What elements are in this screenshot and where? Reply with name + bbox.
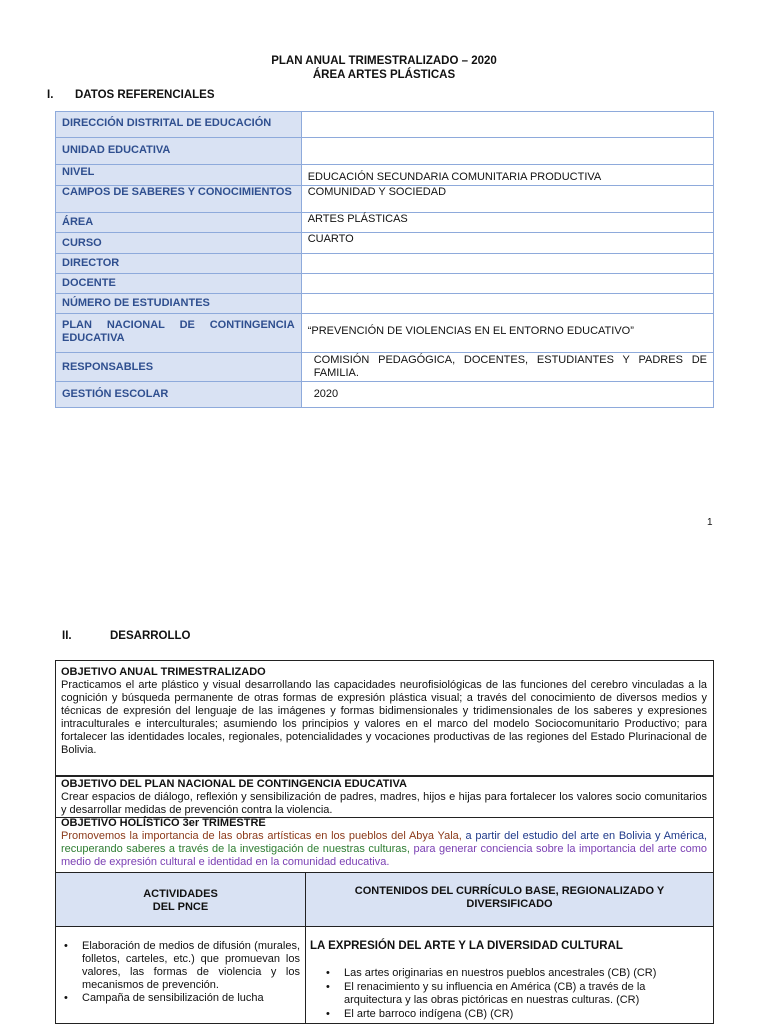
section-1-title: DATOS REFERENCIALES — [75, 89, 215, 101]
row-value: COMUNIDAD Y SOCIEDAD — [301, 186, 713, 213]
row-label: DIRECCIÓN DISTRITAL DE EDUCACIÓN — [56, 112, 302, 138]
table-row — [56, 382, 714, 408]
activities-header-line2: DEL PNCE — [152, 900, 209, 913]
row-value: COMISIÓN PEDAGÓGICA, DOCENTES, ESTUDIANTES Y PADRES DE FAMILIA. — [301, 353, 713, 382]
table-row — [56, 233, 714, 254]
holistic-objective-heading: OBJETIVO HOLÍSTICO 3er TRIMESTRE — [61, 817, 266, 829]
section-2-number: II. — [62, 630, 72, 642]
activities-header-row — [56, 872, 713, 927]
section-2-heading — [62, 630, 191, 642]
row-label: CAMPOS DE SABERES Y CONOCIMIENTOS — [56, 186, 302, 213]
table-row — [56, 274, 714, 294]
row-value — [301, 112, 713, 138]
row-label: GESTIÓN ESCOLAR — [56, 382, 302, 408]
pnce-objective — [56, 778, 713, 817]
row-label: DOCENTE — [56, 274, 302, 294]
row-label: CURSO — [56, 233, 302, 254]
row-value: “PREVENCIÓN DE VIOLENCIAS EN EL ENTORNO EDUCATIVO” — [301, 314, 713, 353]
holistic-objective — [56, 817, 713, 869]
section-1-number: I. — [47, 89, 54, 101]
development-table — [55, 660, 714, 1024]
contents-header: CONTENIDOS DEL CURRÍCULO BASE, REGIONALIZADO Y DIVERSIFICADO — [354, 885, 665, 910]
table-row — [56, 213, 714, 233]
table-row — [56, 314, 714, 353]
annual-objective — [56, 666, 713, 757]
row-label: RESPONSABLES — [56, 353, 302, 382]
pnce-objective-heading: OBJETIVO DEL PLAN NACIONAL DE CONTINGENCIA EDUCATIVA — [61, 778, 407, 790]
row-value — [301, 294, 713, 314]
activities-header — [56, 873, 305, 928]
activities-header-line1: ACTIVIDADES — [143, 887, 218, 900]
list-item: • Elaboración de medios de difusión (murales, folletos, carteles, etc.) que promuevan los valores, las formas de violencia y los mecanismos de prevención. — [64, 940, 300, 992]
annual-objective-text: Practicamos el arte plástico y visual desarrollando las capacidades neurofisiológicas de las funciones del cerebro vinculadas a la cognición y búsqueda permanente de otras formas de expresión plástica visual; a través del conocimiento de diversos medios y técnicas de expresión del lenguaje de las imágenes y formas bidimensionales y tridimensionales de los saberes y expresiones intraculturales e interculturales; asumiendo los principios y valores en el marco del modelo Sociocomunitario Productivo; para fortalecer las identidades locales, regionales, potencialidades y vocaciones productivas de las regiones del Estado Plurinacional de Bolivia. — [61, 679, 707, 756]
row-value — [301, 254, 713, 274]
holistic-part-1: Promovemos la importancia de las obras artísticas en los pueblos del Abya Yala, — [61, 830, 462, 842]
area-title: ÁREA ARTES PLÁSTICAS — [312, 69, 456, 81]
holistic-part-3: recuperando saberes a través de la investigación de nuestras culturas, — [61, 843, 410, 855]
row-label: NIVEL — [56, 165, 302, 186]
table-row — [56, 294, 714, 314]
holistic-part-4: para generar conciencia sobre la importancia del arte como medio de expresión cultural e identidad en la comunidad educativa. — [61, 843, 707, 868]
plan-title: PLAN ANUAL TRIMESTRALIZADO – 2020 — [271, 55, 497, 67]
table-row — [56, 138, 714, 165]
list-item: • Las artes originarias en nuestros pueblos ancestrales (CB) (CR) — [326, 967, 706, 981]
table-row — [56, 112, 714, 138]
table-row — [56, 186, 714, 213]
annual-objective-heading: OBJETIVO ANUAL TRIMESTRALIZADO — [61, 666, 266, 678]
row-value — [301, 138, 713, 165]
section-1-heading — [47, 89, 215, 101]
contents-title: LA EXPRESIÓN DEL ARTE Y LA DIVERSIDAD CULTURAL — [310, 940, 623, 952]
row-label: UNIDAD EDUCATIVA — [56, 138, 302, 165]
row-value: EDUCACIÓN SECUNDARIA COMUNITARIA PRODUCTIVA — [301, 165, 713, 186]
column-divider — [305, 872, 306, 1024]
holistic-objective-text — [61, 830, 707, 869]
row-value: ARTES PLÁSTICAS — [301, 213, 713, 233]
row-value — [301, 274, 713, 294]
row-value: 2020 — [301, 382, 713, 408]
list-item: • El renacimiento y su influencia en América (CB) a través de la arquitectura y las obras pictóricas en nuestras culturas. (CR) — [326, 981, 706, 1008]
section-2-title: DESARROLLO — [110, 630, 191, 642]
row-label: NÚMERO DE ESTUDIANTES — [56, 294, 302, 314]
pnce-objective-text: Crear espacios de diálogo, reflexión y sensibilización de padres, madres, hijos e hijas para fortalecer los valores socio comunitarios y desarrollar medidas de prevención contra la violencia. — [61, 791, 707, 816]
table-row — [56, 165, 714, 186]
row-label: ÁREA — [56, 213, 302, 233]
list-item: • El arte barroco indígena (CB) (CR) — [326, 1008, 706, 1022]
holistic-part-2: a partir del estudio del arte en Bolivia y América, — [461, 830, 707, 842]
row-label: DIRECTOR — [56, 254, 302, 274]
page-number: 1 — [707, 517, 713, 528]
curriculum-contents-list — [326, 967, 706, 1021]
reference-data-table — [55, 111, 714, 408]
divider — [56, 775, 713, 777]
row-value: CUARTO — [301, 233, 713, 254]
pnce-activities-list — [64, 940, 300, 1005]
row-label: PLAN NACIONAL DE CONTINGENCIA EDUCATIVA — [56, 314, 302, 353]
list-item: • Campaña de sensibilización de lucha — [64, 992, 300, 1005]
table-row — [56, 353, 714, 382]
table-row — [56, 254, 714, 274]
